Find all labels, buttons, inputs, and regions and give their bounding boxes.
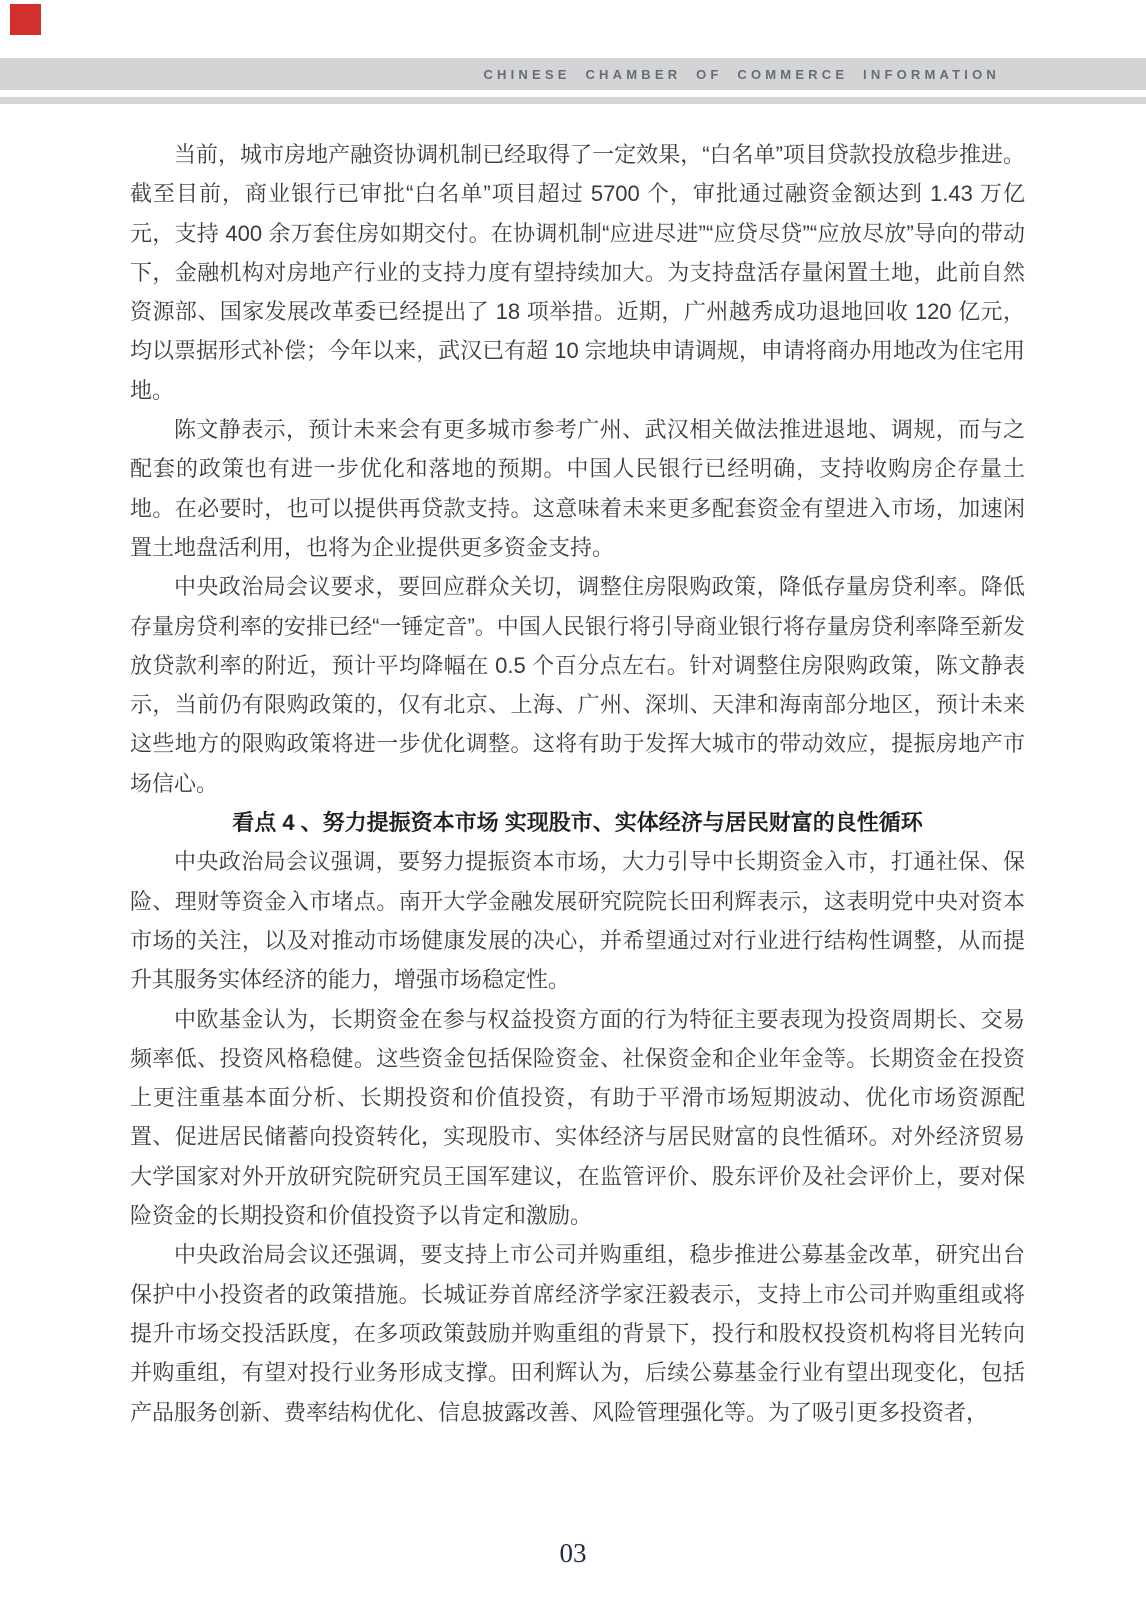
red-accent-square xyxy=(10,4,41,35)
paragraph-financing-mechanism: 当前，城市房地产融资协调机制已经取得了一定效果，“白名单”项目贷款投放稳步推进。截至目前，商业银行已审批“白名单”项目超过 5700 个，审批通过融资金额达到 1.43 万亿元，支持 400 余万套住房如期交付。在协调机制“应进尽进”“应贷尽贷”“应放尽放”导向的带动下，金融机构对房地产行业的支持力度有望持续加大。为支持盘活存量闲置土地，此前自然资源部、国家发展改革委已经提出了 18 项举措。近期，广州越秀成功退地回收 120 亿元，均以票据形式补偿；今年以来，武汉已有超 10 宗地块申请调规，申请将商办用地改为住宅用地。 xyxy=(130,142,1025,403)
header-banner xyxy=(0,58,1146,90)
banner-title: CHINESE CHAMBER OF COMMERCE INFORMATION xyxy=(483,66,1000,82)
section-heading-point4: 看点 4 、努力提振资本市场 实现股市、实体经济与居民财富的良性循环 xyxy=(232,810,923,836)
page-number: 03 xyxy=(559,1538,587,1568)
paragraph-politburo-housing: 中央政治局会议要求，要回应群众关切，调整住房限购政策，降低存量房贷利率。降低存量房贷利率的安排已经“一锤定音”。中国人民银行将引导商业银行将存量房贷利率降至新发放贷款利率的附近，预计平均降幅在 0.5 个百分点左右。针对调整住房限购政策，陈文静表示，当前仍有限购政策的，仅有北京、上海、广州、深圳、天津和海南部分地区，预计未来这些地方的限购政策将进一步优化调整。这将有助于发挥大城市的带动效应，提振房地产市场信心。 xyxy=(130,574,1025,796)
article-body xyxy=(130,135,1025,1432)
header-banner-divider xyxy=(0,97,1146,104)
paragraph-capital-market: 中央政治局会议强调，要努力提振资本市场，大力引导中长期资金入市，打通社保、保险、理财等资金入市堵点。南开大学金融发展研究院院长田利辉表示，这表明党中央对资本市场的关注，以及对推动市场健康发展的决心，并希望通过对行业进行结构性调整，从而提升其服务实体经济的能力，增强市场稳定性。 xyxy=(130,849,1025,993)
paragraph-longterm-funds: 中欧基金认为，长期资金在参与权益投资方面的行为特征主要表现为投资周期长、交易频率低、投资风格稳健。这些资金包括保险资金、社保资金和企业年金等。长期资金在投资上更注重基本面分析、长期投资和价值投资，有助于平滑市场短期波动、优化市场资源配置、促进居民储蓄向投资转化，实现股市、实体经济与居民财富的良性循环。对外经济贸易大学国家对外开放研究院研究员王国军建议，在监管评价、股东评价及社会评价上，要对保险资金的长期投资和价值投资予以肯定和激励。 xyxy=(130,1006,1025,1229)
paragraph-ma-restructuring: 中央政治局会议还强调，要支持上市公司并购重组，稳步推进公募基金改革，研究出台保护中小投资者的政策措施。长城证券首席经济学家汪毅表示，支持上市公司并购重组或将提升市场交投活跃度，在多项政策鼓励并购重组的背景下，投行和股权投资机构将目光转向并购重组，有望对投行业务形成支撑。田利辉认为，后续公募基金行业有望出现变化，包括产品服务创新、费率结构优化、信息披露改善、风险管理强化等。为了吸引更多投资者， xyxy=(130,1242,1025,1425)
paragraph-chenwenjing-land: 陈文静表示，预计未来会有更多城市参考广州、武汉相关做法推进退地、调规，而与之配套的政策也有进一步优化和落地的预期。中国人民银行已经明确，支持收购房企存量土地。在必要时，也可以提供再贷款支持。这意味着未来更多配套资金有望进入市场，加速闲置土地盘活利用，也将为企业提供更多资金支持。 xyxy=(130,417,1025,560)
